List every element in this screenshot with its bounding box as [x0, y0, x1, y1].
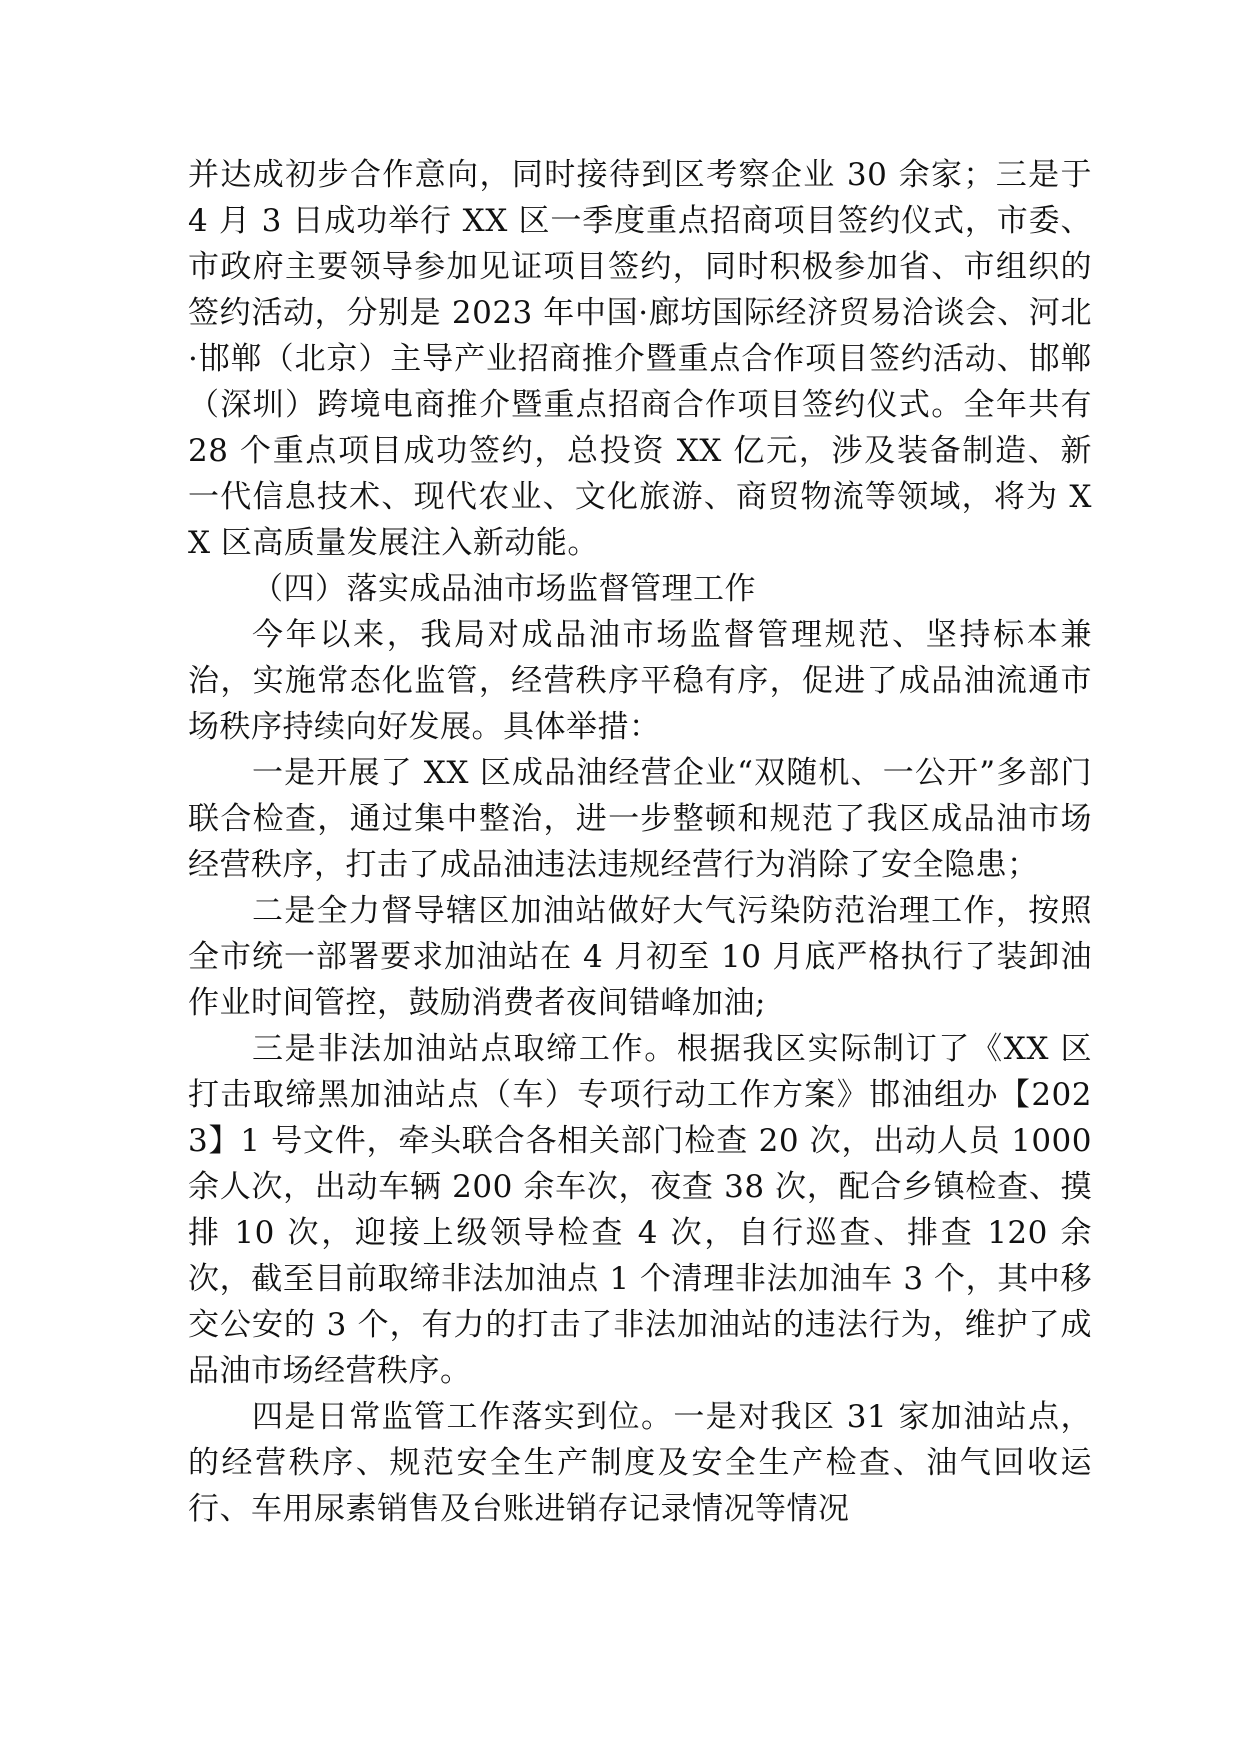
paragraph-intro: 今年以来，我局对成品油市场监督管理规范、坚持标本兼治，实施常态化监管，经营秩序平稳有序，促进了成品油流通市场秩序持续向好发展。具体举措：	[188, 617, 1092, 745]
paragraph-measure-1: 一是开展了 XX 区成品油经营企业“双随机、一公开”多部门联合检查，通过集中整治，进一步整顿和规范了我区成品油市场经营秩序，打击了成品油违法违规经营行为消除了安全隐患；	[188, 755, 1092, 883]
section-heading: （四）落实成品油市场监督管理工作	[252, 571, 756, 607]
paragraph-measure-4: 四是日常监管工作落实到位。一是对我区 31 家加油站点，的经营秩序、规范安全生产制度及安全生产检查、油气回收运行、车用尿素销售及台账进销存记录情况等情况	[188, 1399, 1092, 1527]
paragraph-continuation: 并达成初步合作意向，同时接待到区考察企业 30 余家；三是于 4 月 3 日成功举行 XX 区一季度重点招商项目签约仪式，市委、市政府主要领导参加见证项目签约，同时积极参加省、市组织的签约活动，分别是 2023 年中国·廊坊国际经济贸易洽谈会、河北·邯郸（北京）主导产业招商推介暨重点合作项目签约活动、邯郸（深圳）跨境电商推介暨重点招商合作项目签约仪式。全年共有 28 个重点项目成功签约，总投资 XX 亿元，涉及装备制造、新一代信息技术、现代农业、文化旅游、商贸物流等领域，将为 XX 区高质量发展注入新动能。	[188, 157, 1092, 561]
paragraph-measure-2: 二是全力督导辖区加油站做好大气污染防范治理工作，按照全市统一部署要求加油站在 4 月初至 10 月底严格执行了装卸油作业时间管控，鼓励消费者夜间错峰加油;	[188, 893, 1092, 1021]
paragraph-measure-3: 三是非法加油站点取缔工作。根据我区实际制订了《XX 区打击取缔黑加油站点（车）专项行动工作方案》邯油组办【2023】1 号文件，牵头联合各相关部门检查 20 次，出动人员 1000 余人次，出动车辆 200 余车次，夜查 38 次，配合乡镇检查、摸排 10 次，迎接上级领导检查 4 次，自行巡查、排查 120 余次，截至目前取缔非法加油点 1 个清理非法加油车 3 个，其中移交公安的 3 个，有力的打击了非法加油站的违法行为，维护了成品油市场经营秩序。	[188, 1031, 1092, 1389]
document-body	[188, 152, 1092, 1532]
